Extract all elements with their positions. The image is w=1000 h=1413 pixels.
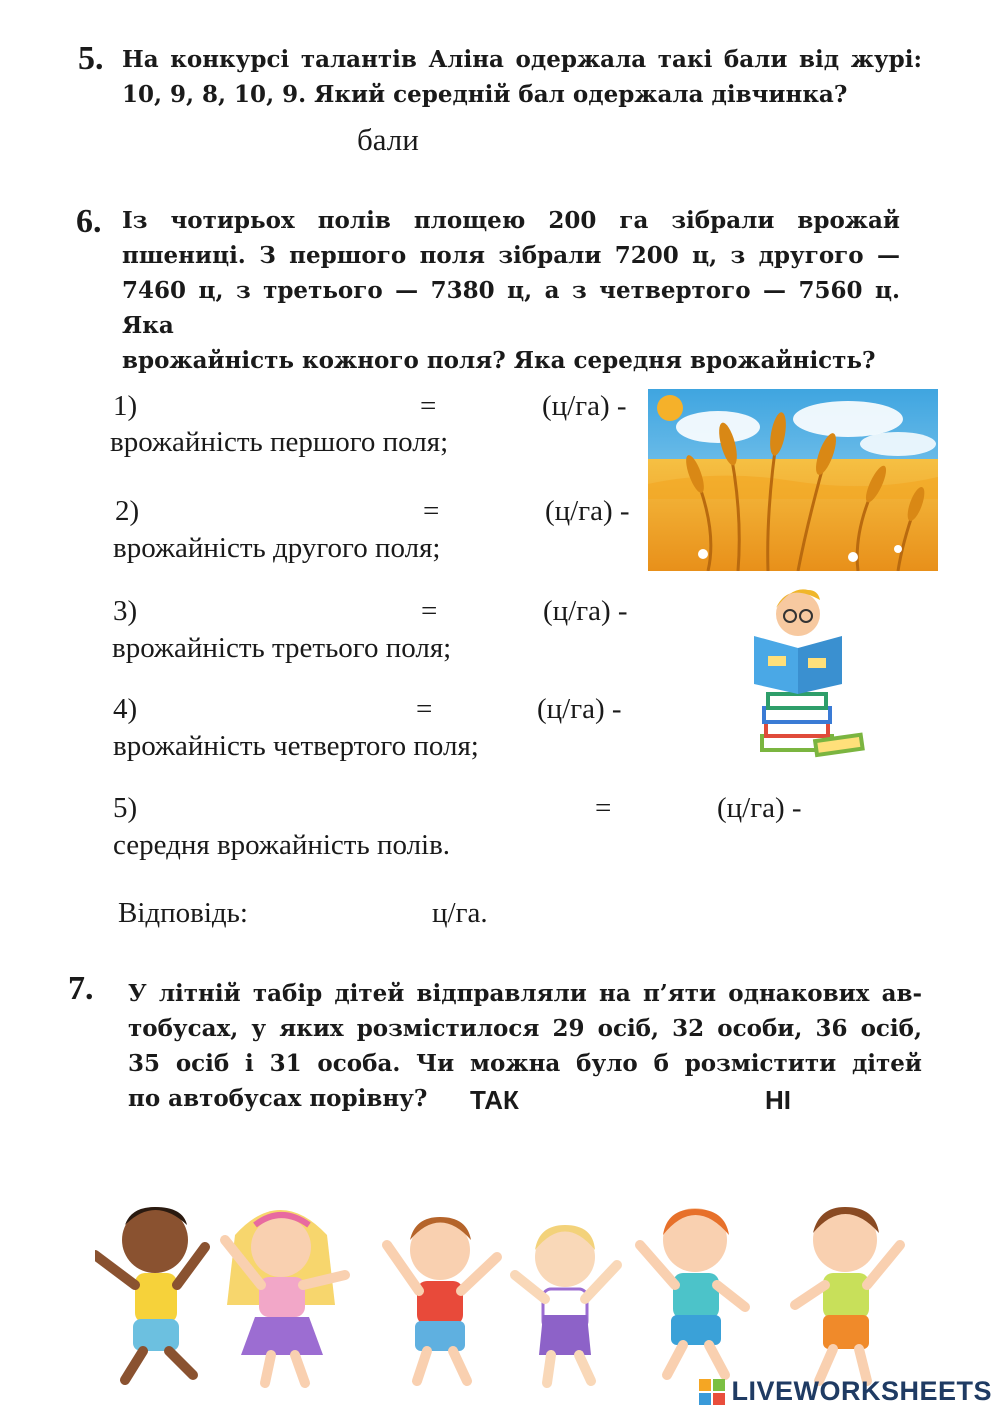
answer-unit: ц/га. bbox=[432, 897, 488, 929]
kid-6 bbox=[795, 1207, 900, 1381]
book-stack bbox=[762, 694, 863, 755]
step-5-equals: = bbox=[595, 792, 612, 824]
step-4-label: 4) bbox=[113, 693, 138, 725]
boy-reading-illustration bbox=[748, 586, 868, 772]
wheat-field-illustration bbox=[648, 389, 938, 571]
task6-line: 7460 ц, з третього — 7380 ц, а з четвертого — 7560 ц. Яка bbox=[122, 277, 900, 339]
task5-unit: бали bbox=[357, 122, 419, 157]
task7-number: 7. bbox=[68, 970, 94, 1007]
step-1-equals: = bbox=[420, 390, 437, 422]
task6-line: пшениці. З першого поля зібрали 7200 ц, з другого — bbox=[122, 242, 900, 269]
kid-1 bbox=[95, 1207, 205, 1380]
task6-line: Із чотирьох полів площею 200 га зібрали врожай bbox=[122, 207, 900, 234]
task7-line: У літній табір дітей відправляли на п’яти однакових ав- bbox=[128, 980, 922, 1007]
answer-label: Відповідь: bbox=[118, 897, 248, 929]
step-2-label: 2) bbox=[115, 495, 140, 527]
step-4-description: врожайність четвертого поля; bbox=[113, 730, 479, 762]
sun-icon bbox=[657, 395, 683, 421]
task5-line: 10, 9, 8, 10, 9. Який середній бал одержала дівчинка? bbox=[122, 81, 848, 108]
step-1-unit: (ц/га) - bbox=[542, 390, 627, 422]
task6-number: 6. bbox=[76, 203, 102, 240]
step-2-description: врожайність другого поля; bbox=[113, 532, 441, 564]
task5-number: 5. bbox=[78, 40, 104, 77]
task7-line: 35 осіб і 31 особа. Чи можна було б розмістити дітей bbox=[128, 1050, 922, 1077]
kid-5 bbox=[640, 1208, 745, 1375]
kid-2 bbox=[225, 1210, 345, 1383]
step-2-unit: (ц/га) - bbox=[545, 495, 630, 527]
liveworksheets-logo-icon bbox=[699, 1379, 725, 1405]
step-1-description: врожайність першого поля; bbox=[110, 426, 449, 458]
step-4-unit: (ц/га) - bbox=[537, 693, 622, 725]
task5-text bbox=[122, 42, 922, 112]
step-3-equals: = bbox=[421, 595, 438, 627]
task7-text bbox=[128, 976, 922, 1116]
step-3-description: врожайність третього поля; bbox=[112, 632, 452, 664]
task7-line: по автобусах порівну? bbox=[128, 1085, 428, 1112]
task6-text bbox=[122, 203, 900, 378]
liveworksheets-watermark bbox=[699, 1376, 992, 1407]
task5-line: На конкурсі талантів Аліна одержала такі бали від журі: bbox=[122, 46, 922, 73]
step-4-equals: = bbox=[416, 693, 433, 725]
step-5-unit: (ц/га) - bbox=[717, 792, 802, 824]
liveworksheets-text: LIVEWORKSHEETS bbox=[731, 1376, 992, 1406]
jumping-kids-illustration bbox=[95, 1195, 915, 1390]
step-1-label: 1) bbox=[113, 390, 138, 422]
option-no[interactable]: НІ bbox=[765, 1085, 791, 1115]
step-2-equals: = bbox=[423, 495, 440, 527]
step-5-label: 5) bbox=[113, 792, 138, 824]
step-3-label: 3) bbox=[113, 595, 138, 627]
step-3-unit: (ц/га) - bbox=[543, 595, 628, 627]
task6-line: врожайність кожного поля? Яка середня врожайність? bbox=[122, 347, 876, 374]
option-yes[interactable]: ТАК bbox=[470, 1085, 519, 1115]
task7-line: тобусах, у яких розмістилося 29 осіб, 32 особи, 36 осіб, bbox=[128, 1015, 922, 1042]
kid-4 bbox=[515, 1225, 617, 1383]
kid-3 bbox=[387, 1217, 497, 1381]
step-5-description: середня врожайність полів. bbox=[113, 829, 451, 861]
